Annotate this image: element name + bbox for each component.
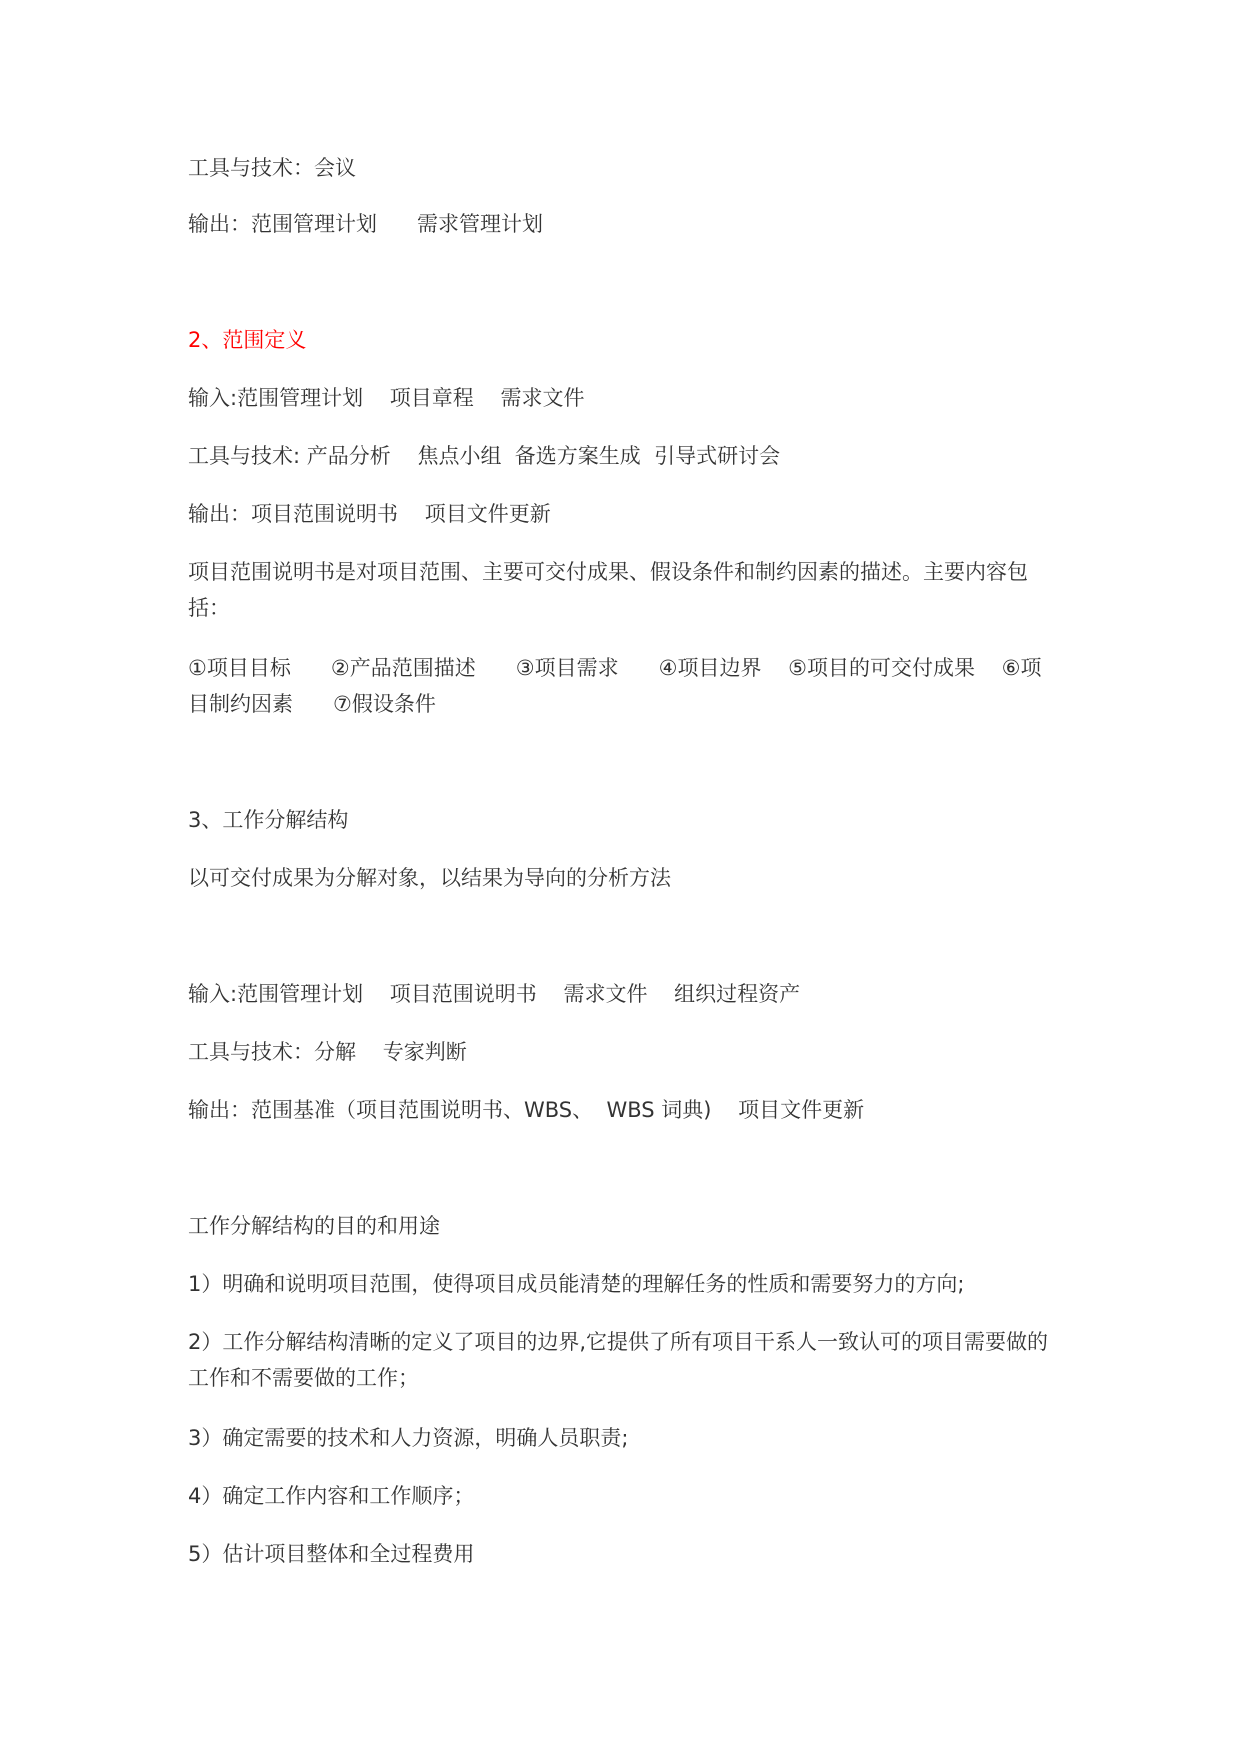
wbs-tools-line: 工具与技术：分解 专家判断 — [188, 1040, 467, 1064]
wbs-purpose-item-4: 4）确定工作内容和工作顺序； — [188, 1484, 475, 1508]
tools-meeting-line: 工具与技术：会议 — [188, 156, 356, 180]
wbs-purpose-item-3: 3）确定需要的技术和人力资源，明确人员职责; — [188, 1426, 629, 1450]
wbs-purpose-item-1: 1）明确和说明项目范围，使得项目成员能清楚的理解任务的性质和需要努力的方向; — [188, 1272, 965, 1296]
wbs-input-line: 输入:范围管理计划 项目范围说明书 需求文件 组织过程资产 — [188, 982, 801, 1006]
section-heading-wbs: 3、工作分解结构 — [188, 808, 349, 832]
scope-definition-input-line: 输入:范围管理计划 项目章程 需求文件 — [188, 386, 585, 410]
scope-statement-description: 项目范围说明书是对项目范围、主要可交付成果、假设条件和制约因素的描述。主要内容包括： — [188, 560, 1028, 620]
scope-statement-contents-list: ①项目目标 ②产品范围描述 ③项目需求 ④项目边界 ⑤项目的可交付成果 ⑥项目制约因素 ⑦假设条件 — [188, 656, 1042, 716]
wbs-description: 以可交付成果为分解对象，以结果为导向的分析方法 — [188, 866, 671, 890]
wbs-purpose-item-5: 5）估计项目整体和全过程费用 — [188, 1542, 475, 1566]
wbs-purpose-item-2: 2）工作分解结构清晰的定义了项目的边界,它提供了所有项目干系人一致认可的项目需要做的工作和不需要做的工作； — [188, 1330, 1049, 1390]
scope-definition-output-line: 输出：项目范围说明书 项目文件更新 — [188, 502, 551, 526]
section-heading-scope-definition: 2、范围定义 — [188, 328, 307, 352]
wbs-purpose-heading: 工作分解结构的目的和用途 — [188, 1214, 440, 1238]
output-plans-line: 输出：范围管理计划 需求管理计划 — [188, 212, 544, 236]
scope-definition-tools-line: 工具与技术: 产品分析 焦点小组 备选方案生成 引导式研讨会 — [188, 444, 781, 468]
wbs-output-line: 输出：范围基准（项目范围说明书、WBS、 WBS 词典) 项目文件更新 — [188, 1098, 865, 1122]
